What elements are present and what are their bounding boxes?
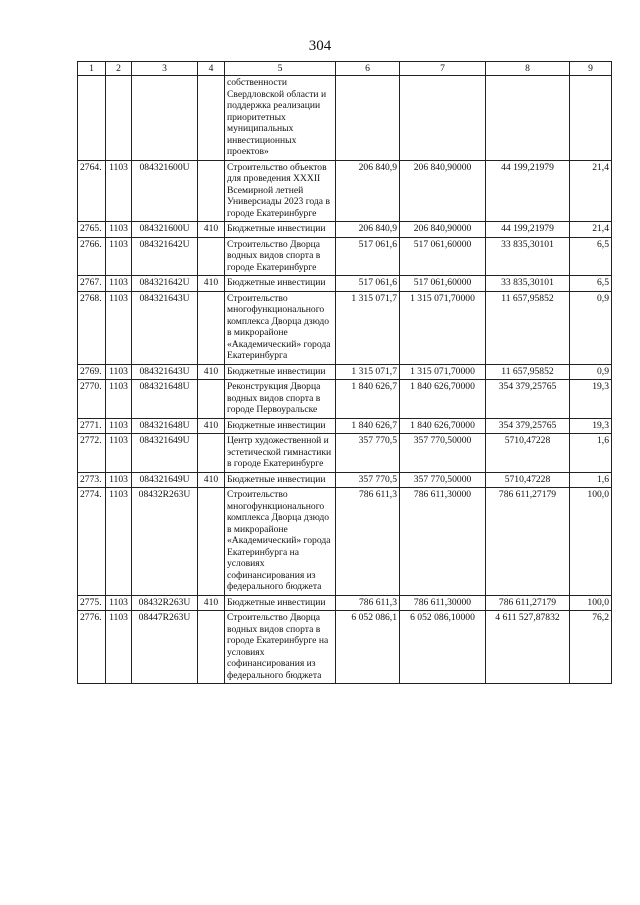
target-code: 08432R263U [132, 488, 198, 596]
approved-amount: 357 770,5 [336, 472, 400, 488]
item-name: Бюджетные инвестиции [225, 276, 336, 292]
target-code [132, 76, 198, 161]
approved-amount: 6 052 086,1 [336, 611, 400, 684]
planned-amount: 357 770,50000 [400, 472, 486, 488]
target-code: 08432R263U [132, 595, 198, 611]
executed-amount: 4 611 527,87832 [486, 611, 570, 684]
approved-amount: 1 840 626,7 [336, 418, 400, 434]
executed-amount: 11 657,95852 [486, 364, 570, 380]
executed-amount: 44 199,21979 [486, 160, 570, 222]
item-name: Центр художественной и эстетической гимнастики в городе Екатеринбурге [225, 434, 336, 473]
planned-amount: 1 315 071,70000 [400, 364, 486, 380]
execution-percent: 1,6 [570, 434, 612, 473]
approved-amount: 1 840 626,7 [336, 380, 400, 419]
executed-amount: 33 835,30101 [486, 276, 570, 292]
target-code: 084321643U [132, 364, 198, 380]
section-code: 1103 [106, 434, 132, 473]
table-row [78, 418, 612, 434]
row-number: 2775. [78, 595, 106, 611]
expense-type: 410 [198, 364, 225, 380]
item-name: Бюджетные инвестиции [225, 472, 336, 488]
row-number: 2766. [78, 237, 106, 276]
expense-type: 410 [198, 472, 225, 488]
execution-percent: 19,3 [570, 380, 612, 419]
row-number: 2768. [78, 291, 106, 364]
planned-amount: 1 315 071,70000 [400, 291, 486, 364]
planned-amount: 517 061,60000 [400, 276, 486, 292]
row-number: 2773. [78, 472, 106, 488]
row-number: 2769. [78, 364, 106, 380]
table-row [78, 364, 612, 380]
table-row [78, 76, 612, 161]
row-number: 2771. [78, 418, 106, 434]
item-name: Строительство многофункционального комплекса Дворца дзюдо в микрорайоне «Академический» города Екатеринбурга [225, 291, 336, 364]
planned-amount: 786 611,30000 [400, 595, 486, 611]
table-row [78, 237, 612, 276]
table-row [78, 276, 612, 292]
expense-type [198, 160, 225, 222]
table-row [78, 434, 612, 473]
page-number: 304 [308, 38, 332, 54]
column-header-9: 9 [570, 62, 612, 76]
row-number: 2765. [78, 222, 106, 238]
item-name: Бюджетные инвестиции [225, 418, 336, 434]
table-row [78, 611, 612, 684]
section-code [106, 76, 132, 161]
approved-amount: 517 061,6 [336, 237, 400, 276]
planned-amount: 206 840,90000 [400, 222, 486, 238]
column-header-3: 3 [132, 62, 198, 76]
target-code: 084321648U [132, 418, 198, 434]
approved-amount: 1 315 071,7 [336, 364, 400, 380]
row-number: 2776. [78, 611, 106, 684]
section-code: 1103 [106, 472, 132, 488]
planned-amount: 1 840 626,70000 [400, 380, 486, 419]
section-code: 1103 [106, 611, 132, 684]
column-header-8: 8 [486, 62, 570, 76]
table-row [78, 595, 612, 611]
item-name: Бюджетные инвестиции [225, 222, 336, 238]
approved-amount [336, 76, 400, 161]
expense-type: 410 [198, 222, 225, 238]
approved-amount: 357 770,5 [336, 434, 400, 473]
target-code: 084321642U [132, 276, 198, 292]
planned-amount [400, 76, 486, 161]
executed-amount: 354 379,25765 [486, 380, 570, 419]
column-header-7: 7 [400, 62, 486, 76]
section-code: 1103 [106, 160, 132, 222]
executed-amount: 5710,47228 [486, 434, 570, 473]
target-code: 084321649U [132, 472, 198, 488]
execution-percent: 19,3 [570, 418, 612, 434]
section-code: 1103 [106, 418, 132, 434]
item-name: Бюджетные инвестиции [225, 364, 336, 380]
execution-percent: 0,9 [570, 364, 612, 380]
row-number: 2770. [78, 380, 106, 419]
expense-type [198, 76, 225, 161]
target-code: 084321600U [132, 160, 198, 222]
item-name: Строительство многофункционального комплекса Дворца дзюдо в микрорайоне «Академический» города Екатеринбурга на условиях софинансирования из федерального бюджета [225, 488, 336, 596]
execution-percent: 76,2 [570, 611, 612, 684]
item-name: Строительство Дворца водных видов спорта в городе Екатеринбурге [225, 237, 336, 276]
planned-amount: 357 770,50000 [400, 434, 486, 473]
table-row [78, 472, 612, 488]
approved-amount: 206 840,9 [336, 160, 400, 222]
approved-amount: 786 611,3 [336, 595, 400, 611]
execution-percent: 100,0 [570, 488, 612, 596]
target-code: 084321648U [132, 380, 198, 419]
execution-percent: 6,5 [570, 276, 612, 292]
section-code: 1103 [106, 237, 132, 276]
item-name: Строительство объектов для проведения XXXII Всемирной летней Универсиады 2023 года в городе Екатеринбурге [225, 160, 336, 222]
column-header-1: 1 [78, 62, 106, 76]
expense-type [198, 611, 225, 684]
executed-amount: 44 199,21979 [486, 222, 570, 238]
execution-percent [570, 76, 612, 161]
expense-type [198, 237, 225, 276]
executed-amount: 354 379,25765 [486, 418, 570, 434]
execution-percent: 21,4 [570, 222, 612, 238]
expense-type [198, 291, 225, 364]
target-code: 084321643U [132, 291, 198, 364]
approved-amount: 1 315 071,7 [336, 291, 400, 364]
row-number [78, 76, 106, 161]
executed-amount: 786 611,27179 [486, 488, 570, 596]
item-name: собственности Свердловской области и поддержка реализации приоритетных муниципальных инвестиционных проектов» [225, 76, 336, 161]
section-code: 1103 [106, 222, 132, 238]
section-code: 1103 [106, 364, 132, 380]
row-number: 2764. [78, 160, 106, 222]
execution-percent: 1,6 [570, 472, 612, 488]
item-name: Реконструкция Дворца водных видов спорта в городе Первоуральске [225, 380, 336, 419]
expense-type [198, 380, 225, 419]
column-header-4: 4 [198, 62, 225, 76]
table-row [78, 291, 612, 364]
executed-amount: 786 611,27179 [486, 595, 570, 611]
budget-table [77, 61, 612, 684]
executed-amount [486, 76, 570, 161]
planned-amount: 517 061,60000 [400, 237, 486, 276]
planned-amount: 1 840 626,70000 [400, 418, 486, 434]
executed-amount: 5710,47228 [486, 472, 570, 488]
target-code: 084321600U [132, 222, 198, 238]
column-header-5: 5 [225, 62, 336, 76]
column-header-6: 6 [336, 62, 400, 76]
target-code: 08447R263U [132, 611, 198, 684]
execution-percent: 100,0 [570, 595, 612, 611]
planned-amount: 786 611,30000 [400, 488, 486, 596]
execution-percent: 21,4 [570, 160, 612, 222]
section-code: 1103 [106, 595, 132, 611]
section-code: 1103 [106, 291, 132, 364]
section-code: 1103 [106, 276, 132, 292]
expense-type [198, 434, 225, 473]
expense-type [198, 488, 225, 596]
table-row [78, 488, 612, 596]
expense-type: 410 [198, 595, 225, 611]
target-code: 084321649U [132, 434, 198, 473]
execution-percent: 6,5 [570, 237, 612, 276]
approved-amount: 786 611,3 [336, 488, 400, 596]
planned-amount: 6 052 086,10000 [400, 611, 486, 684]
target-code: 084321642U [132, 237, 198, 276]
section-code: 1103 [106, 488, 132, 596]
table-row [78, 380, 612, 419]
row-number: 2774. [78, 488, 106, 596]
approved-amount: 517 061,6 [336, 276, 400, 292]
executed-amount: 33 835,30101 [486, 237, 570, 276]
section-code: 1103 [106, 380, 132, 419]
executed-amount: 11 657,95852 [486, 291, 570, 364]
table-row [78, 222, 612, 238]
column-header-2: 2 [106, 62, 132, 76]
header-row [78, 62, 612, 76]
row-number: 2767. [78, 276, 106, 292]
execution-percent: 0,9 [570, 291, 612, 364]
expense-type: 410 [198, 276, 225, 292]
approved-amount: 206 840,9 [336, 222, 400, 238]
expense-type: 410 [198, 418, 225, 434]
item-name: Бюджетные инвестиции [225, 595, 336, 611]
row-number: 2772. [78, 434, 106, 473]
planned-amount: 206 840,90000 [400, 160, 486, 222]
item-name: Строительство Дворца водных видов спорта в городе Екатеринбурге на условиях софинансирования из федерального бюджета [225, 611, 336, 684]
table-row [78, 160, 612, 222]
